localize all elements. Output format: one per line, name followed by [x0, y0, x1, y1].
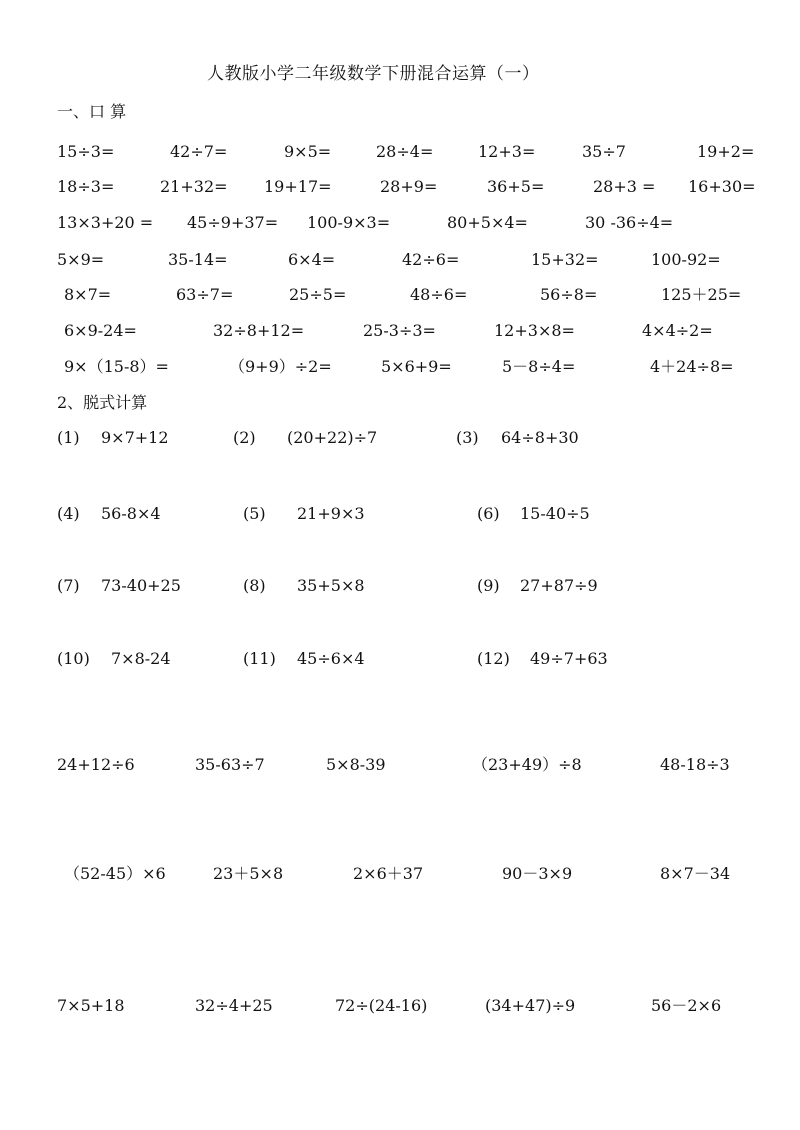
problem-number: (8) — [243, 576, 266, 595]
oral-problem: 48÷6= — [410, 285, 468, 304]
problem-expression: 27+87÷9 — [520, 576, 598, 595]
problem-expression: 64÷8+30 — [501, 428, 579, 447]
problem-number: (2) — [233, 428, 256, 447]
problem-expression: 9×7+12 — [101, 428, 169, 447]
problem-expression: 7×8-24 — [111, 649, 171, 668]
extra-problem: 56－2×6 — [651, 996, 722, 1015]
oral-problem: 45÷9+37= — [187, 213, 279, 232]
extra-problem: 48-18÷3 — [660, 755, 730, 774]
extra-problem: 8×7－34 — [660, 864, 731, 883]
oral-problem: 32÷8+12= — [213, 321, 305, 340]
oral-problem: 4×4÷2= — [642, 321, 713, 340]
oral-problem: 35-14= — [168, 250, 228, 269]
problem-number: (6) — [477, 504, 500, 523]
extra-problem: 2×6＋37 — [353, 864, 424, 883]
oral-problem: 5×6+9= — [381, 357, 452, 376]
problem-expression: 49÷7+63 — [530, 649, 608, 668]
oral-problem: 63÷7= — [176, 285, 234, 304]
oral-problem: 56÷8= — [540, 285, 598, 304]
extra-problem: （23+49）÷8 — [472, 755, 582, 774]
page-title: 人教版小学二年级数学下册混合运算（一） — [207, 64, 540, 84]
extra-problem: 32÷4+25 — [195, 996, 273, 1015]
oral-problem: 12+3= — [478, 142, 536, 161]
oral-problem: 9×（15-8）= — [64, 357, 169, 376]
problem-number: (7) — [57, 576, 80, 595]
problem-number: (12) — [477, 649, 510, 668]
oral-problem: 4＋24÷8= — [650, 357, 734, 376]
oral-problem: 28+9= — [380, 177, 438, 196]
oral-problem: 18÷3= — [57, 177, 115, 196]
problem-expression: 15-40÷5 — [520, 504, 590, 523]
oral-problem: 6×4= — [288, 250, 336, 269]
oral-problem: 13×3+20 = — [57, 213, 154, 232]
oral-problem: 8×7= — [64, 285, 112, 304]
oral-problem: 80+5×4= — [447, 213, 528, 232]
oral-problem: 42÷7= — [170, 142, 228, 161]
oral-problem: 5×9= — [57, 250, 105, 269]
problem-expression: 35+5×8 — [297, 576, 365, 595]
oral-problem: 42÷6= — [402, 250, 460, 269]
section-heading-oral: 一、口 算 — [57, 102, 127, 121]
oral-problem: 21+32= — [160, 177, 228, 196]
extra-problem: （52-45）×6 — [64, 864, 166, 883]
extra-problem: 90－3×9 — [502, 864, 573, 883]
extra-problem: 72÷(24-16) — [335, 996, 428, 1015]
problem-number: (4) — [57, 504, 80, 523]
oral-problem: （9+9）÷2= — [229, 357, 332, 376]
problem-expression: 21+9×3 — [297, 504, 365, 523]
problem-number: (1) — [57, 428, 80, 447]
oral-problem: 19+17= — [264, 177, 332, 196]
oral-problem: 19+2= — [697, 142, 755, 161]
problem-expression: 45÷6×4 — [297, 649, 365, 668]
problem-expression: (20+22)÷7 — [287, 428, 378, 447]
oral-problem: 25-3÷3= — [363, 321, 436, 340]
problem-number: (9) — [477, 576, 500, 595]
oral-problem: 12+3×8= — [494, 321, 575, 340]
oral-problem: 30 -36÷4= — [585, 213, 674, 232]
oral-problem: 25÷5= — [289, 285, 347, 304]
oral-problem: 28÷4= — [376, 142, 434, 161]
oral-problem: 35÷7 — [582, 142, 626, 161]
extra-problem: 35-63÷7 — [195, 755, 265, 774]
oral-problem: 100-9×3= — [307, 213, 391, 232]
problem-expression: 73-40+25 — [101, 576, 181, 595]
oral-problem: 16+30= — [688, 177, 756, 196]
section-heading-stepwise: 2、脱式计算 — [57, 393, 148, 412]
oral-problem: 100-92= — [651, 250, 721, 269]
extra-problem: 5×8-39 — [326, 755, 386, 774]
oral-problem: 15+32= — [531, 250, 599, 269]
oral-problem: 125＋25= — [661, 285, 742, 304]
oral-problem: 5－8÷4= — [502, 357, 576, 376]
oral-problem: 36+5= — [487, 177, 545, 196]
problem-expression: 56-8×4 — [101, 504, 161, 523]
oral-problem: 28+3 = — [593, 177, 656, 196]
problem-number: (3) — [456, 428, 479, 447]
oral-problem: 9×5= — [284, 142, 332, 161]
oral-problem: 6×9-24= — [64, 321, 137, 340]
extra-problem: 24+12÷6 — [57, 755, 135, 774]
problem-number: (11) — [243, 649, 276, 668]
extra-problem: 7×5+18 — [57, 996, 125, 1015]
problem-number: (5) — [243, 504, 266, 523]
extra-problem: 23＋5×8 — [213, 864, 284, 883]
oral-problem: 15÷3= — [57, 142, 115, 161]
problem-number: (10) — [57, 649, 90, 668]
extra-problem: (34+47)÷9 — [485, 996, 576, 1015]
